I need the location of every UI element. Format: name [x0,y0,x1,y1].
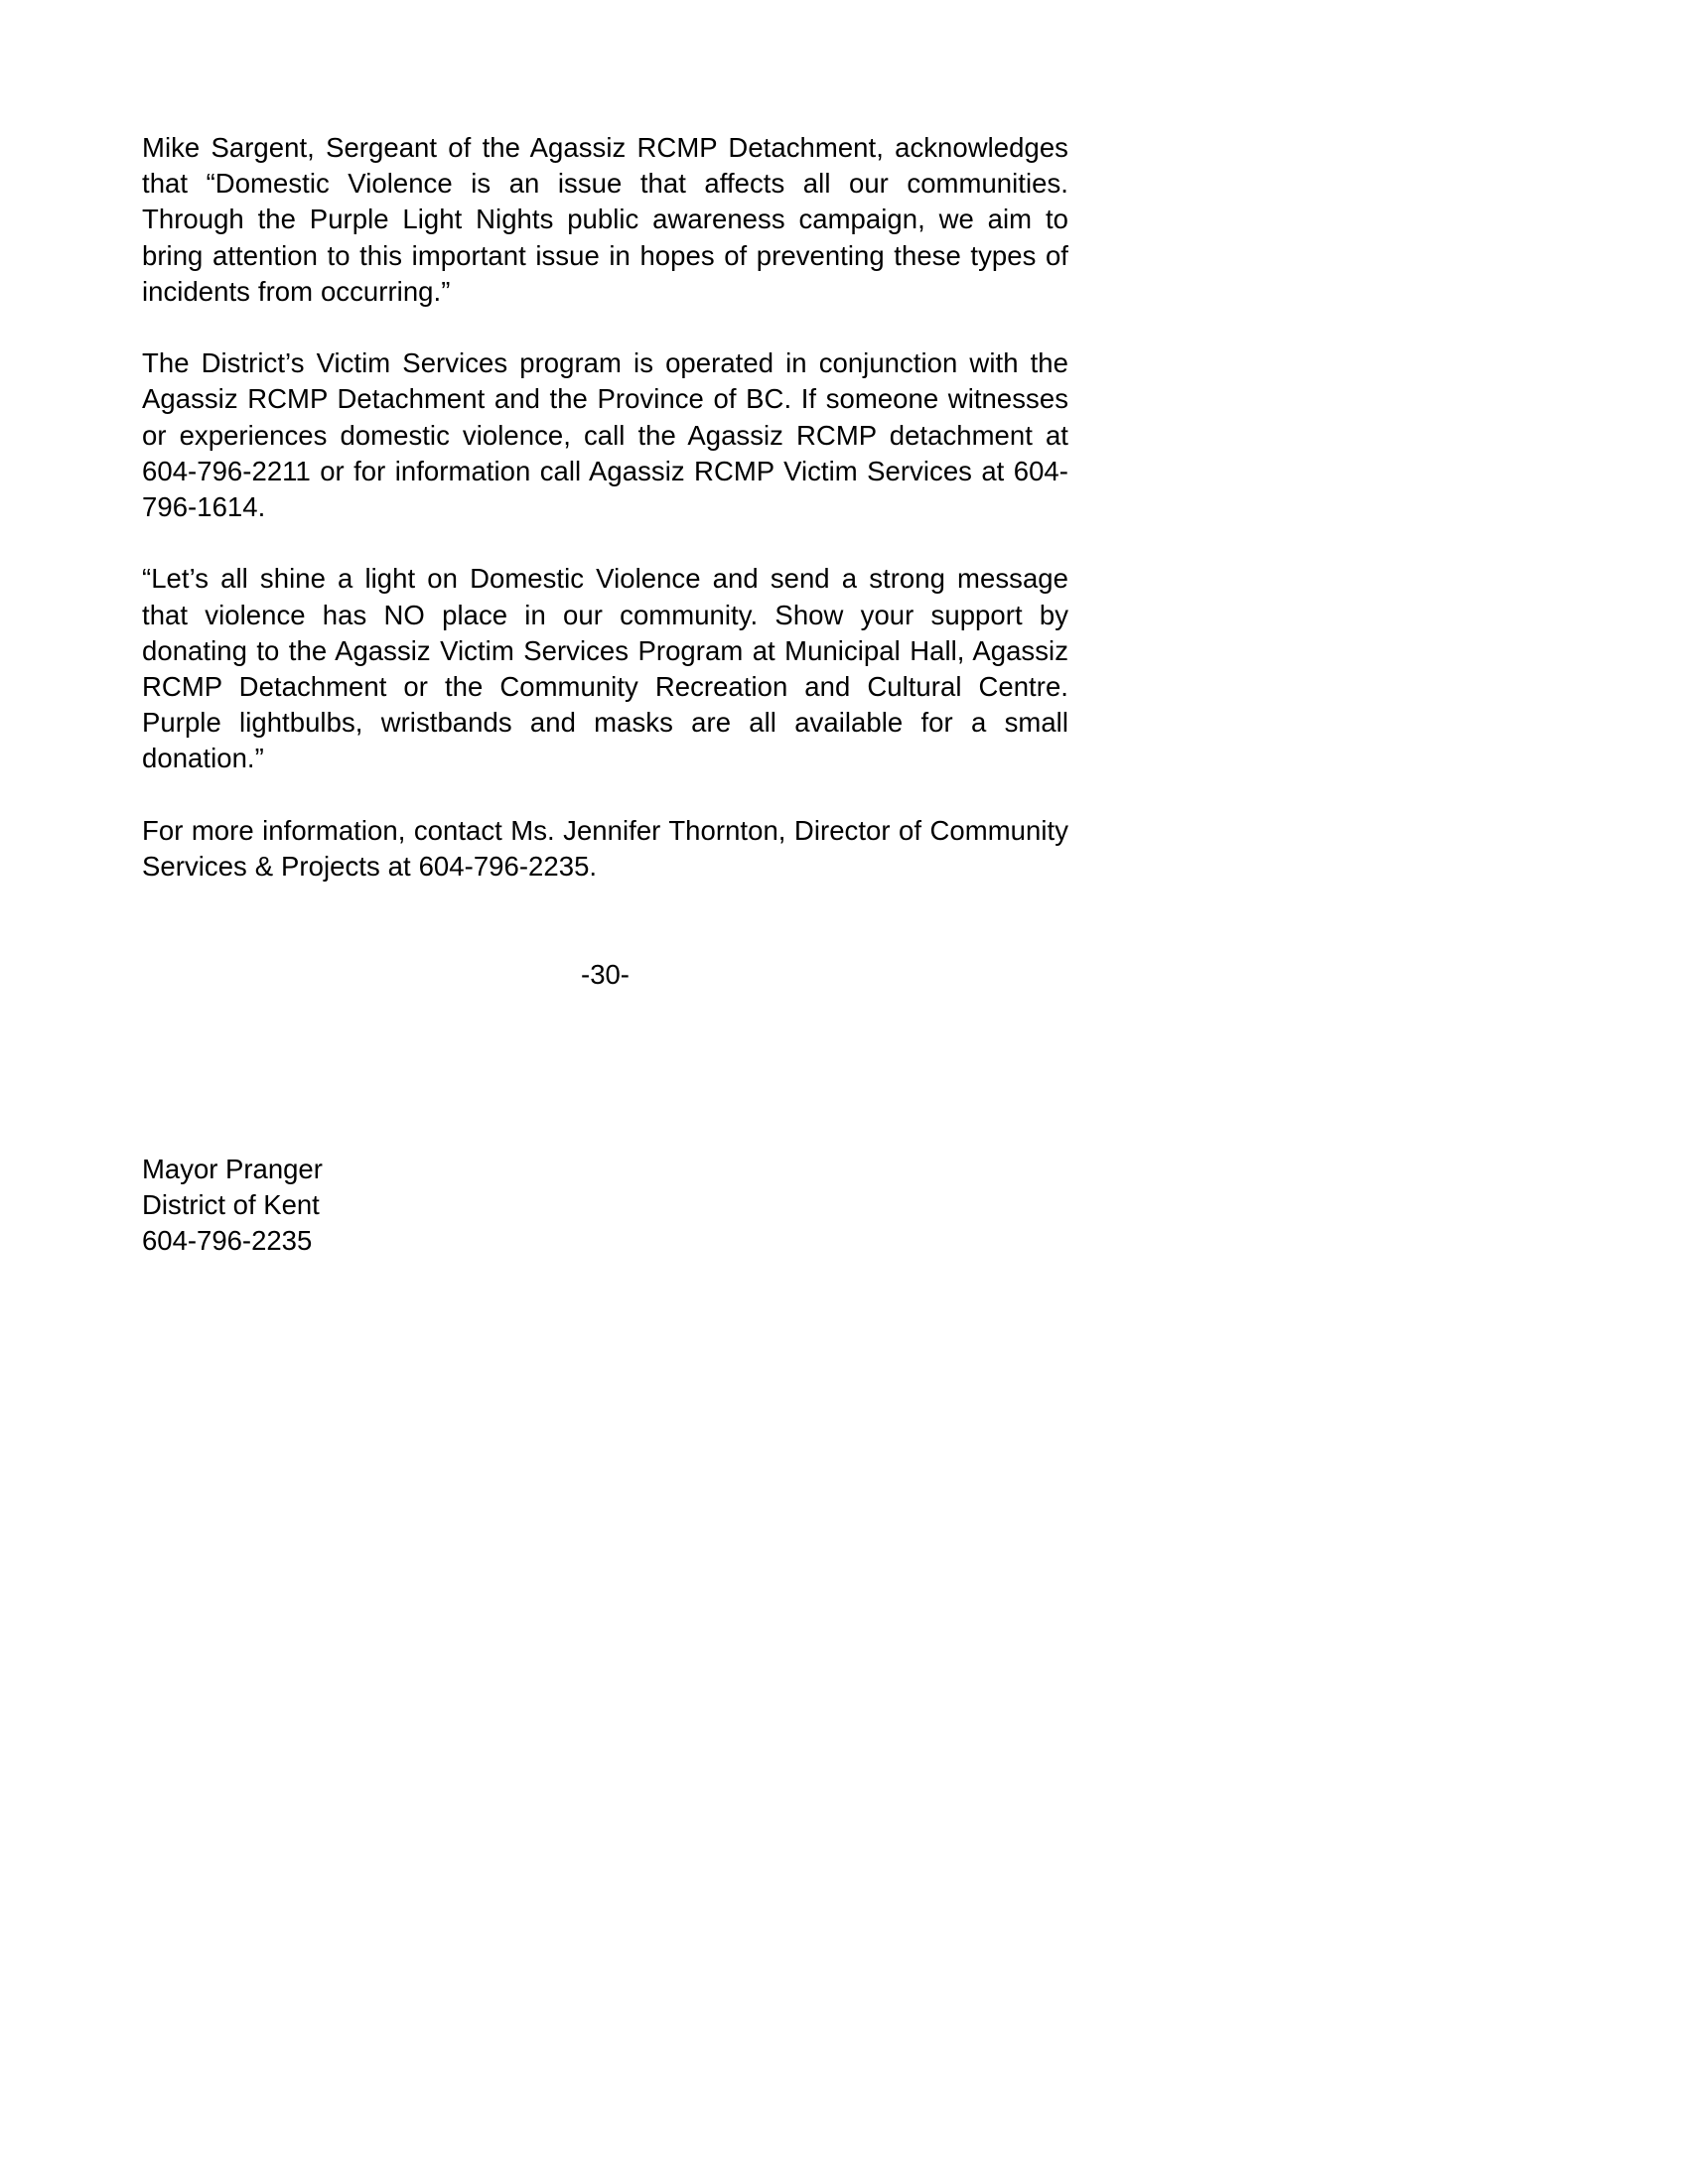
paragraph-sergeant-quote: Mike Sargent, Sergeant of the Agassiz RCMP Detachment, acknowledges that “Domestic Violence is an issue that affects all our communities. Through the Purple Light Nights public awareness campaign, we aim to bring attention to this important issue in hopes of preventing these types of incidents from occurring.” [142,132,1068,307]
document-body [142,130,1068,885]
end-of-release-mark: -30- [581,959,630,990]
signature-phone: 604-796-2235 [142,1225,313,1257]
signature-name: Mayor Pranger [142,1154,323,1184]
paragraph-more-information: For more information, contact Ms. Jennifer Thornton, Director of Community Services & Projects at 604-796-2235. [142,814,1068,883]
signature-block [142,1152,638,1260]
paragraph-victim-services: The District’s Victim Services program is operated in conjunction with the Agassiz RCMP Detachment and the Province of BC. If someone witnesses or experiences domestic violence, call the Agassiz RCMP detachment at 604-796-2211 or for information call Agassiz RCMP Victim Services at 604-796-1614. [142,347,1068,523]
paragraph-mayor-quote: “Let’s all shine a light on Domestic Violence and send a strong message that violence has NO place in our community. Show your support by donating to the Agassiz Victim Services Program at Municipal Hall, Agassiz RCMP Detachment or the Community Recreation and Cultural Centre. Purple lightbulbs, wristbands and masks are all available for a small donation.” [142,563,1068,774]
signature-organization: District of Kent [142,1189,320,1221]
